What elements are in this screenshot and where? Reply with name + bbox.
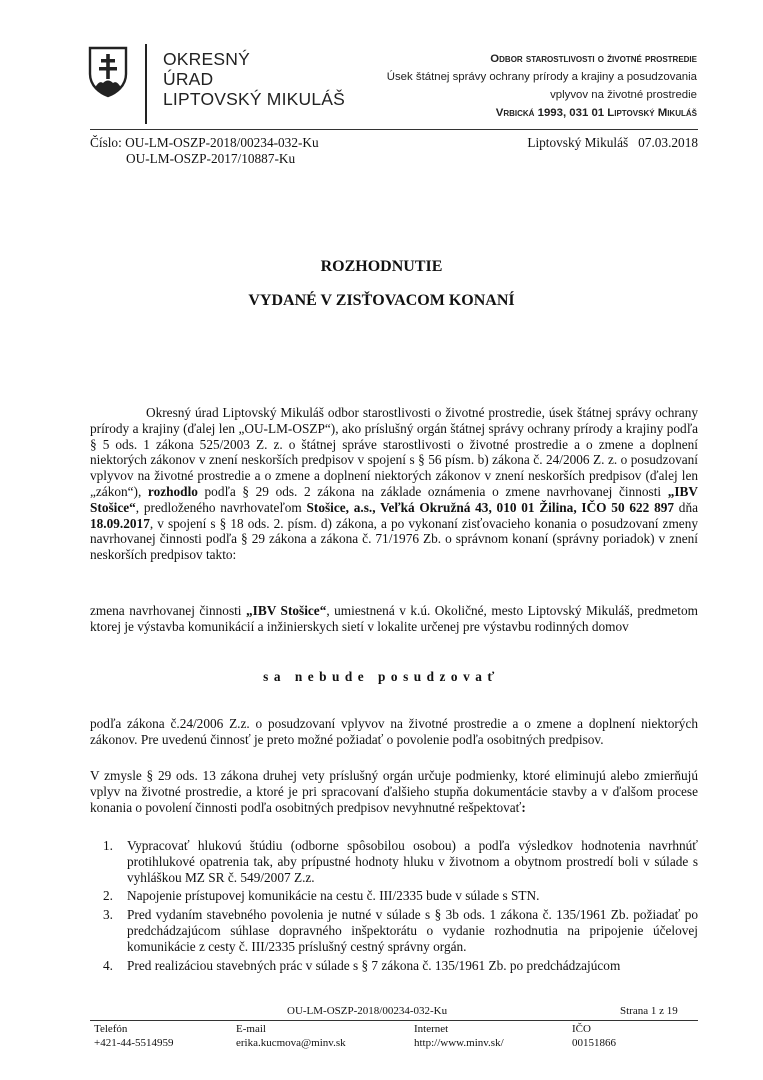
office-name [163, 49, 345, 109]
footer-ico: IČO 00151866 [572, 1023, 616, 1049]
paragraph-legal-basis: podľa zákona č.24/2006 Z.z. o posudzovaní vplyvov na životné prostredie a o zmene a doplnení niektorých zákonov. Pre uvedenú činnosť je preto možné požiadať o povolenie podľa osobitných predpisov. [90, 716, 698, 747]
footer-reference: OU-LM-OSZP-2018/00234-032-Ku [287, 1005, 448, 1017]
date: 07.03.2018 [638, 135, 698, 150]
footer-divider [90, 1020, 698, 1021]
verdict: sa nebude posudzovať [263, 669, 500, 684]
paragraph-conditions-intro: V zmysle § 29 ods. 13 zákona druhej vety príslušný orgán určuje podmienky, ktoré eliminujú alebo zmierňujú vplyv na životné prostredie, a ktoré je pri spracovaní ďalšieho stupňa dokumentácie stavby a v ďalšom procese konania o povolení činnosti podľa osobitných predpisov nevyhnutné rešpektovať: [90, 768, 698, 815]
reference-numbers [90, 135, 319, 167]
footer-phone: Telefón +421-44-5514959 [94, 1023, 174, 1049]
paragraph-activity: zmena navrhovanej činnosti „IBV Stošice“, umiestnená v k.ú. Okoličné, mesto Liptovský Mikuláš, predmetom ktorej je výstavba komunikácií a inžinierskych sietí v lokalite určenej pre výstavbu rodinných domov [90, 603, 698, 634]
paragraph-intro: Okresný úrad Liptovský Mikuláš odbor starostlivosti o životné prostredie, úsek štátnej správy ochrany prírody a krajiny (ďalej len „OU-LM-OSZP“), ako príslušný orgán štátnej správy ochrany prírody a krajiny podľa § 5 ods. 1 zákona 525/2003 Z. z. o štátnej správe starostlivosti o životné prostredie a o zmene a doplnení niektorých zákonov v znení neskorších predpisov v spojení s § 56 písm. b) zákona č. 24/2006 Z. z. o posudzovaní vplyvov na životné prostredie a o zmene a doplnení niektorých zákonov v znení neskorších predpisov (ďalej len „zákon“), rozhodlo podľa § 29 ods. 2 zákona na základe oznámenia o zmene navrhovanej činnosti „IBV Stošice“, predloženého navrhovateľom Stošice, a.s., Veľká Okružná 43, 010 01 Žilina, IČO 50 622 897 dňa 18.09.2017, v spojení s § 18 ods. 2. písm. d) zákona, a po vykonaní zisťovacieho konania o posudzovaní zmeny navrhovanej činnosti podľa § 29 zákona a zákona č. 71/1976 Zb. o správnom konaní (správny poriadok) v znení neskorších predpisov takto: [90, 405, 698, 563]
header-divider [90, 129, 698, 130]
department-address: Vrbická 1993, 031 01 Liptovský Mikuláš [495, 107, 697, 119]
list-item: 3. Pred vydaním stavebného povolenia je nutné v súlade s § 3b ods. 1 zákona č. 135/1961 Zb. požiadať po predchádzajúcom súhlase dopravného inšpektorátu o vydanie rozhodnutia na pripojenie účelovej komunikácie z cesty č. III/2335 príslušný cestný správny orgán. [103, 907, 698, 954]
department-line: vplyvov na životné prostredie [550, 89, 697, 101]
office-name-line: OKRESNÝ [163, 49, 250, 69]
list-item: 4. Pred realizáciou stavebných prác v súlade s § 7 zákona č. 135/1961 Zb. po predchádzajúcom [103, 957, 621, 973]
place-and-date [500, 135, 698, 151]
coat-of-arms-logo [88, 46, 128, 98]
office-name-line: ÚRAD [163, 69, 214, 89]
reference-number: OU-LM-OSZP-2018/00234-032-Ku [125, 135, 319, 150]
department-block [387, 50, 697, 122]
list-item: 1. Vypracovať hlukovú štúdiu (odborne spôsobilou osobou) a podľa výsledkov hodnotenia navrhnúť protihlukové opatrenia tak, aby prípustné hodnoty hluku v životnom a obytnom prostredí boli v súlade s vyhláškou MZ SR č. 549/2007 Z.z. [103, 838, 698, 885]
header-vertical-rule [145, 44, 147, 124]
footer-internet: Internet http://www.minv.sk/ [414, 1023, 504, 1049]
footer-email: E-mail erika.kucmova@minv.sk [236, 1023, 346, 1049]
document-title: ROZHODNUTIE [320, 258, 443, 275]
reference-number: OU-LM-OSZP-2017/10887-Ku [126, 151, 296, 166]
list-item: 2. Napojenie prístupovej komunikácie na cestu č. III/2335 bude v súlade s STN. [103, 888, 540, 904]
document-subtitle: VYDANÉ V ZISŤOVACOM KONANÍ [248, 292, 515, 309]
department-line: Úsek štátnej správy ochrany prírody a krajiny a posudzovania [386, 71, 697, 83]
office-name-line: LIPTOVSKÝ MIKULÁŠ [163, 89, 346, 109]
page-number: Strana 1 z 19 [620, 1005, 678, 1017]
department-title: Odbor starostlivosti o životné prostredie [490, 53, 697, 65]
reference-label: Číslo: [90, 135, 122, 150]
conditions-list [90, 838, 698, 976]
place: Liptovský Mikuláš [527, 135, 629, 150]
